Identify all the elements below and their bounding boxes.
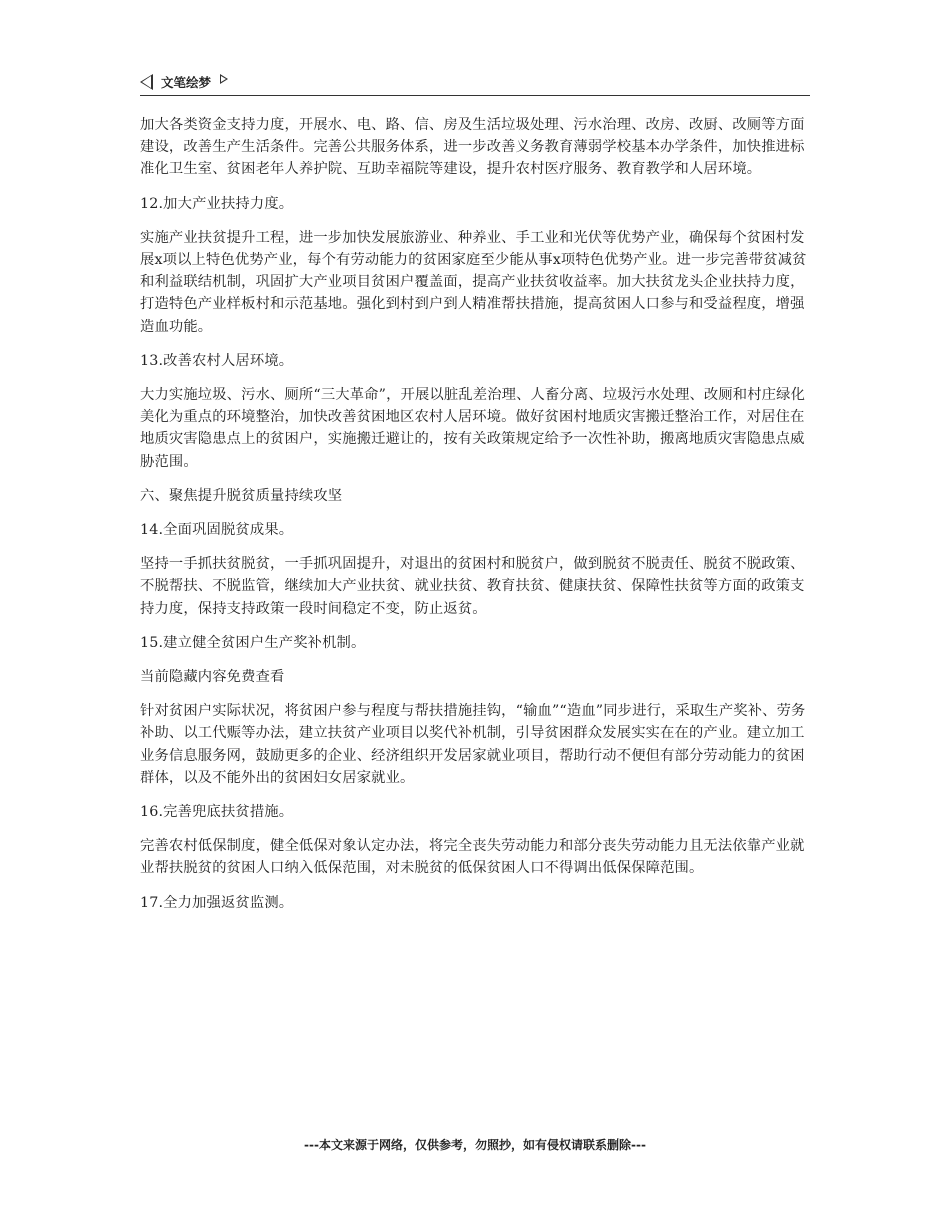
section-heading: 14.全面巩固脱贫成果。 xyxy=(140,522,294,539)
section-heading: 15.建立健全贫困户生产奖补机制。 xyxy=(140,634,366,651)
left-triangle-icon xyxy=(140,74,153,90)
section-heading: 17.全力加强返贫监测。 xyxy=(140,894,294,911)
brand-name: 文笔绘梦 xyxy=(161,75,212,90)
page-footer: ---本文来源于网络，仅供参考，勿照抄，如有侵权请联系删除--- xyxy=(304,1138,646,1152)
section-heading: 13.改善农村人居环境。 xyxy=(140,352,294,369)
paragraph: 实施产业扶贫提升工程，进一步加快发展旅游业、种养业、手工业和光伏等优势产业，确保每个贫困村发展x项以上特色优势产业，每个有劳动能力的贫困家庭至少能从事x项特色优势产业。进一步完善带贫减贫和利益联结机制，巩固扩大产业项目贫困户覆盖面，提高产业扶贫收益率。加大扶贫龙头企业扶持力度，打造特色产业样板村和示范基地。强化到村到户到人精准帮扶措施，提高贫困人口参与和受益程度，增强造血功能。 xyxy=(140,229,807,335)
section-heading: 12.加大产业扶持力度。 xyxy=(140,195,294,212)
chapter-heading: 六、聚焦提升脱贫质量持续攻坚 xyxy=(140,487,343,504)
paragraph: 加大各类资金支持力度，开展水、电、路、信、房及生活垃圾处理、污水治理、改房、改厨、改厕等方面建设，改善生产生活条件。完善公共服务体系，进一步改善义务教育薄弱学校基本办学条件，加快推进标准化卫生室、贫困老年人养护院、互助幸福院等建设，提升农村医疗服务、教育教学和人居环境。 xyxy=(140,117,805,178)
page-header xyxy=(140,71,810,96)
brand-logo xyxy=(140,73,228,91)
paragraph: 针对贫困户实际状况，将贫困户参与程度与帮扶措施挂钩，“输血”“造血”同步进行，采取生产奖补、劳务补助、以工代赈等办法，建立扶贫产业项目以奖代补机制，引导贫困群众发展实实在在的产业。建立加工业务信息服务网，鼓励更多的企业、经济组织开发居家就业项目，帮助行动不便但有部分劳动能力的贫困群体，以及不能外出的贫困妇女居家就业。 xyxy=(140,703,806,786)
right-triangle-icon xyxy=(220,74,228,84)
paragraph: 完善农村低保制度，健全低保对象认定办法，将完全丧失劳动能力和部分丧失劳动能力且无法依靠产业就业帮扶脱贫的贫困人口纳入低保范围，对未脱贫的低保贫困人口不得调出低保保障范围。 xyxy=(140,838,805,877)
paragraph: 大力实施垃圾、污水、厕所“三大革命”，开展以脏乱差治理、人畜分离、垃圾污水处理、改厕和村庄绿化美化为重点的环境整治，加快改善贫困地区农村人居环境。做好贫困村地质灾害搬迁整治工作，对居住在地质灾害隐患点上的贫困户，实施搬迁避让的，按有关政策规定给予一次性补助，搬离地质灾害隐患点威胁范围。 xyxy=(140,387,806,470)
document-body xyxy=(140,114,816,914)
paragraph: 坚持一手抓扶贫脱贫，一手抓巩固提升，对退出的贫困村和脱贫户，做到脱贫不脱责任、脱贫不脱政策、不脱帮扶、不脱监管，继续加大产业扶贫、就业扶贫、教育扶贫、健康扶贫、保障性扶贫等方面的政策支持力度，保持支持政策一段时间稳定不变，防止返贫。 xyxy=(140,556,805,617)
hidden-content-notice: 当前隐藏内容免费查看 xyxy=(140,669,285,686)
section-heading: 16.完善兜底扶贫措施。 xyxy=(140,804,294,821)
